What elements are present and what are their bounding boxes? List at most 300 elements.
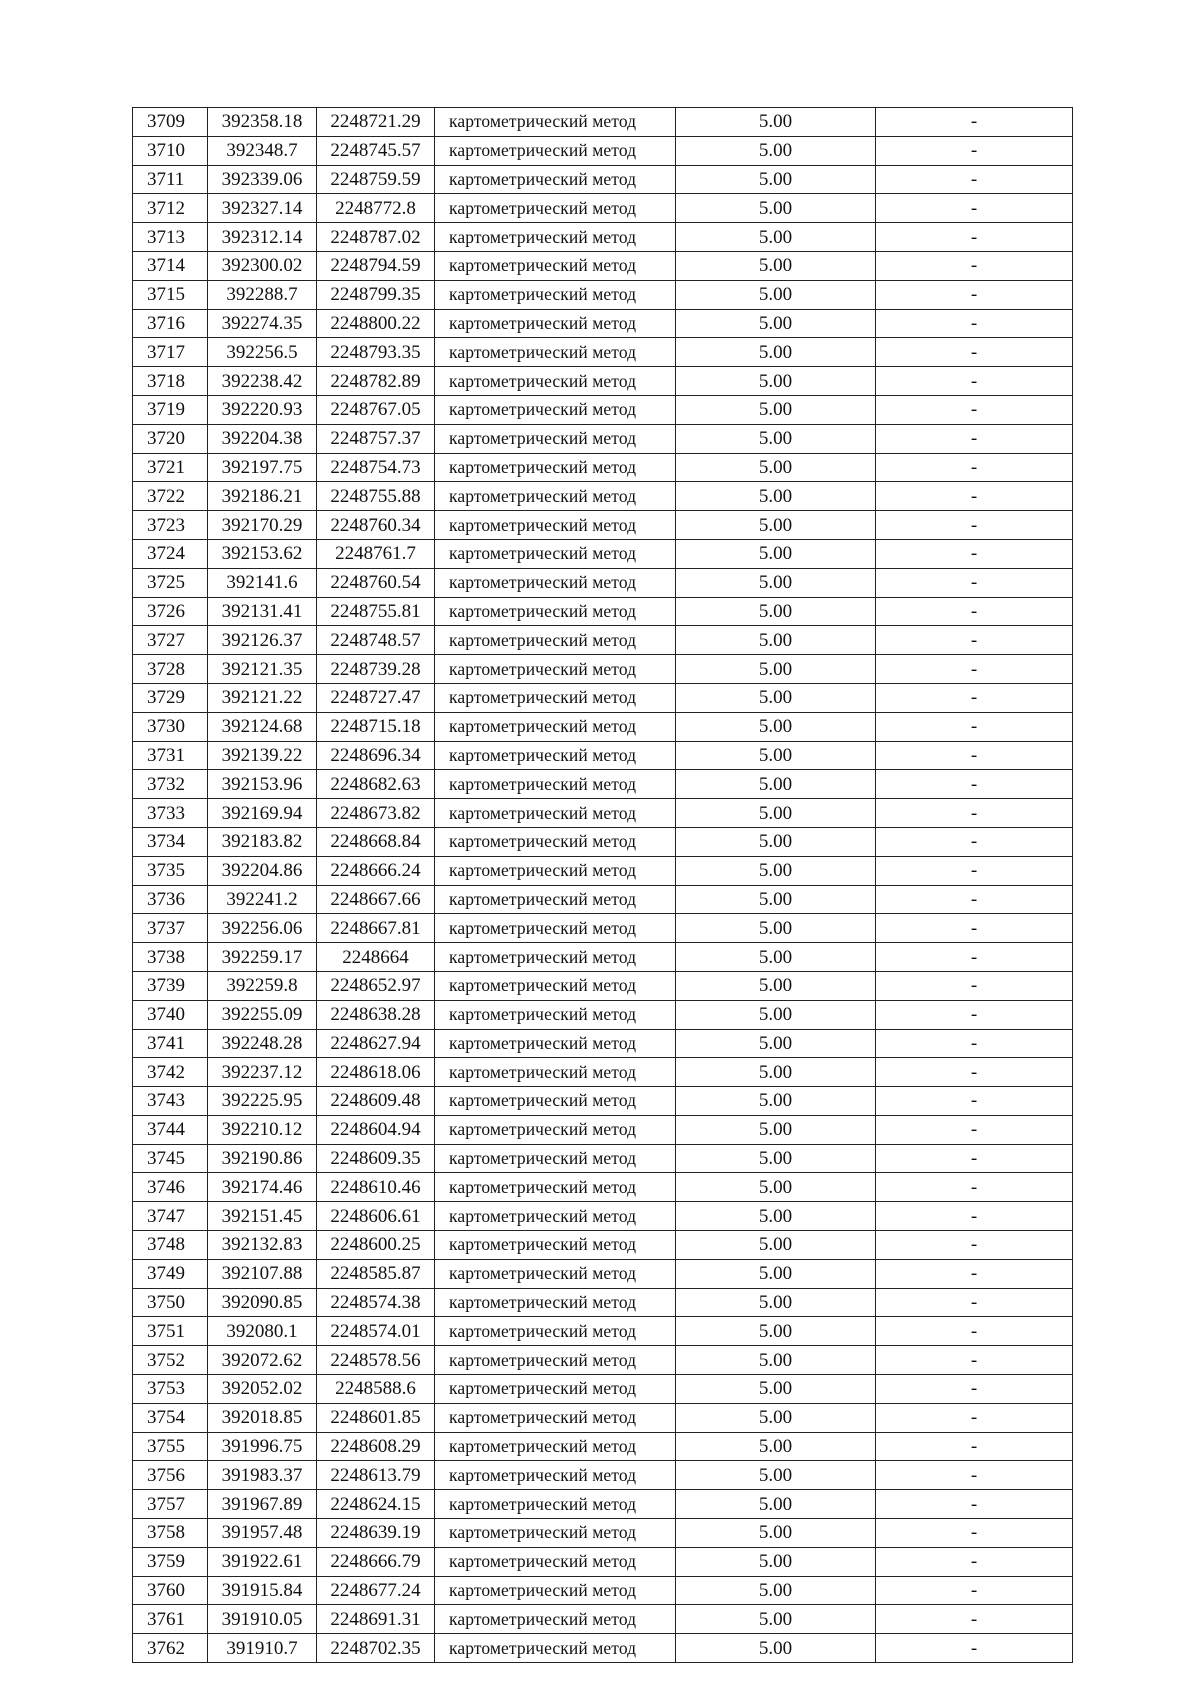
accuracy-cell: 5.00	[676, 108, 876, 137]
point-number-cell: 3748	[133, 1231, 208, 1260]
point-number-cell: 3757	[133, 1490, 208, 1519]
accuracy-cell: 5.00	[676, 1490, 876, 1519]
x-coordinate-cell: 391915.84	[208, 1576, 317, 1605]
x-coordinate-cell: 391983.37	[208, 1461, 317, 1490]
table-row	[133, 1144, 1073, 1173]
point-number-cell: 3759	[133, 1547, 208, 1576]
table-row	[133, 799, 1073, 828]
method-cell: картометрический метод	[435, 799, 676, 828]
accuracy-cell: 5.00	[676, 251, 876, 280]
point-number-cell: 3716	[133, 309, 208, 338]
x-coordinate-cell: 392080.1	[208, 1317, 317, 1346]
x-coordinate-cell: 392237.12	[208, 1058, 317, 1087]
accuracy-cell: 5.00	[676, 1346, 876, 1375]
description-cell: -	[876, 223, 1073, 252]
y-coordinate-cell: 2248613.79	[317, 1461, 435, 1490]
method-cell: картометрический метод	[435, 626, 676, 655]
method-cell: картометрический метод	[435, 597, 676, 626]
y-coordinate-cell: 2248702.35	[317, 1634, 435, 1663]
accuracy-cell: 5.00	[676, 1547, 876, 1576]
description-cell: -	[876, 827, 1073, 856]
method-cell: картометрический метод	[435, 1576, 676, 1605]
table-row	[133, 683, 1073, 712]
y-coordinate-cell: 2248691.31	[317, 1605, 435, 1634]
y-coordinate-cell: 2248721.29	[317, 108, 435, 137]
point-number-cell: 3730	[133, 712, 208, 741]
table-row	[133, 1634, 1073, 1663]
method-cell: картометрический метод	[435, 1202, 676, 1231]
accuracy-cell: 5.00	[676, 1605, 876, 1634]
x-coordinate-cell: 392225.95	[208, 1087, 317, 1116]
x-coordinate-cell: 392197.75	[208, 453, 317, 482]
method-cell: картометрический метод	[435, 165, 676, 194]
description-cell: -	[876, 914, 1073, 943]
description-cell: -	[876, 1519, 1073, 1548]
x-coordinate-cell: 392121.35	[208, 655, 317, 684]
y-coordinate-cell: 2248666.24	[317, 856, 435, 885]
accuracy-cell: 5.00	[676, 194, 876, 223]
point-number-cell: 3712	[133, 194, 208, 223]
method-cell: картометрический метод	[435, 741, 676, 770]
description-cell: -	[876, 1634, 1073, 1663]
accuracy-cell: 5.00	[676, 885, 876, 914]
x-coordinate-cell: 392259.17	[208, 943, 317, 972]
method-cell: картометрический метод	[435, 280, 676, 309]
x-coordinate-cell: 391910.7	[208, 1634, 317, 1663]
point-number-cell: 3746	[133, 1173, 208, 1202]
description-cell: -	[876, 511, 1073, 540]
x-coordinate-cell: 392248.28	[208, 1029, 317, 1058]
y-coordinate-cell: 2248667.81	[317, 914, 435, 943]
method-cell: картометрический метод	[435, 1605, 676, 1634]
point-number-cell: 3749	[133, 1259, 208, 1288]
x-coordinate-cell: 392300.02	[208, 251, 317, 280]
point-number-cell: 3714	[133, 251, 208, 280]
accuracy-cell: 5.00	[676, 770, 876, 799]
table-row	[133, 1173, 1073, 1202]
x-coordinate-cell: 392124.68	[208, 712, 317, 741]
x-coordinate-cell: 392339.06	[208, 165, 317, 194]
table-row	[133, 1087, 1073, 1116]
description-cell: -	[876, 1346, 1073, 1375]
method-cell: картометрический метод	[435, 1346, 676, 1375]
point-number-cell: 3753	[133, 1375, 208, 1404]
accuracy-cell: 5.00	[676, 309, 876, 338]
accuracy-cell: 5.00	[676, 223, 876, 252]
x-coordinate-cell: 391910.05	[208, 1605, 317, 1634]
table-row	[133, 741, 1073, 770]
table-row	[133, 338, 1073, 367]
point-number-cell: 3731	[133, 741, 208, 770]
table-row	[133, 655, 1073, 684]
point-number-cell: 3761	[133, 1605, 208, 1634]
description-cell: -	[876, 1087, 1073, 1116]
accuracy-cell: 5.00	[676, 683, 876, 712]
table-row	[133, 1576, 1073, 1605]
method-cell: картометрический метод	[435, 1058, 676, 1087]
point-number-cell: 3713	[133, 223, 208, 252]
method-cell: картометрический метод	[435, 194, 676, 223]
point-number-cell: 3754	[133, 1403, 208, 1432]
description-cell: -	[876, 1547, 1073, 1576]
accuracy-cell: 5.00	[676, 367, 876, 396]
accuracy-cell: 5.00	[676, 943, 876, 972]
x-coordinate-cell: 392288.7	[208, 280, 317, 309]
table-row	[133, 1288, 1073, 1317]
accuracy-cell: 5.00	[676, 1058, 876, 1087]
accuracy-cell: 5.00	[676, 1231, 876, 1260]
description-cell: -	[876, 367, 1073, 396]
x-coordinate-cell: 392348.7	[208, 136, 317, 165]
table-row	[133, 251, 1073, 280]
method-cell: картометрический метод	[435, 1519, 676, 1548]
method-cell: картометрический метод	[435, 827, 676, 856]
y-coordinate-cell: 2248682.63	[317, 770, 435, 799]
method-cell: картометрический метод	[435, 539, 676, 568]
point-number-cell: 3742	[133, 1058, 208, 1087]
point-number-cell: 3741	[133, 1029, 208, 1058]
point-number-cell: 3762	[133, 1634, 208, 1663]
point-number-cell: 3737	[133, 914, 208, 943]
method-cell: картометрический метод	[435, 1375, 676, 1404]
description-cell: -	[876, 1317, 1073, 1346]
description-cell: -	[876, 885, 1073, 914]
y-coordinate-cell: 2248609.35	[317, 1144, 435, 1173]
point-number-cell: 3709	[133, 108, 208, 137]
x-coordinate-cell: 392312.14	[208, 223, 317, 252]
point-number-cell: 3724	[133, 539, 208, 568]
point-number-cell: 3755	[133, 1432, 208, 1461]
description-cell: -	[876, 856, 1073, 885]
accuracy-cell: 5.00	[676, 136, 876, 165]
description-cell: -	[876, 1490, 1073, 1519]
table-row	[133, 482, 1073, 511]
y-coordinate-cell: 2248652.97	[317, 971, 435, 1000]
accuracy-cell: 5.00	[676, 338, 876, 367]
method-cell: картометрический метод	[435, 914, 676, 943]
accuracy-cell: 5.00	[676, 1087, 876, 1116]
accuracy-cell: 5.00	[676, 1519, 876, 1548]
x-coordinate-cell: 392255.09	[208, 1000, 317, 1029]
y-coordinate-cell: 2248782.89	[317, 367, 435, 396]
method-cell: картометрический метод	[435, 1547, 676, 1576]
table-row	[133, 1058, 1073, 1087]
x-coordinate-cell: 392153.62	[208, 539, 317, 568]
y-coordinate-cell: 2248767.05	[317, 395, 435, 424]
table-row	[133, 165, 1073, 194]
method-cell: картометрический метод	[435, 1490, 676, 1519]
y-coordinate-cell: 2248787.02	[317, 223, 435, 252]
method-cell: картометрический метод	[435, 655, 676, 684]
y-coordinate-cell: 2248715.18	[317, 712, 435, 741]
method-cell: картометрический метод	[435, 1144, 676, 1173]
y-coordinate-cell: 2248600.25	[317, 1231, 435, 1260]
point-number-cell: 3732	[133, 770, 208, 799]
accuracy-cell: 5.00	[676, 1403, 876, 1432]
description-cell: -	[876, 683, 1073, 712]
description-cell: -	[876, 136, 1073, 165]
y-coordinate-cell: 2248638.28	[317, 1000, 435, 1029]
description-cell: -	[876, 395, 1073, 424]
point-number-cell: 3726	[133, 597, 208, 626]
x-coordinate-cell: 392256.06	[208, 914, 317, 943]
y-coordinate-cell: 2248761.7	[317, 539, 435, 568]
table-row	[133, 1490, 1073, 1519]
table-row	[133, 1115, 1073, 1144]
table-row	[133, 511, 1073, 540]
x-coordinate-cell: 392139.22	[208, 741, 317, 770]
method-cell: картометрический метод	[435, 856, 676, 885]
accuracy-cell: 5.00	[676, 626, 876, 655]
table-row	[133, 194, 1073, 223]
accuracy-cell: 5.00	[676, 712, 876, 741]
method-cell: картометрический метод	[435, 511, 676, 540]
table-row	[133, 1461, 1073, 1490]
table-row	[133, 568, 1073, 597]
y-coordinate-cell: 2248748.57	[317, 626, 435, 655]
method-cell: картометрический метод	[435, 1029, 676, 1058]
accuracy-cell: 5.00	[676, 741, 876, 770]
y-coordinate-cell: 2248760.54	[317, 568, 435, 597]
method-cell: картометрический метод	[435, 770, 676, 799]
accuracy-cell: 5.00	[676, 165, 876, 194]
table-row	[133, 914, 1073, 943]
x-coordinate-cell: 392327.14	[208, 194, 317, 223]
table-row	[133, 223, 1073, 252]
description-cell: -	[876, 1605, 1073, 1634]
point-number-cell: 3729	[133, 683, 208, 712]
accuracy-cell: 5.00	[676, 1634, 876, 1663]
y-coordinate-cell: 2248624.15	[317, 1490, 435, 1519]
table-row	[133, 136, 1073, 165]
x-coordinate-cell: 392151.45	[208, 1202, 317, 1231]
method-cell: картометрический метод	[435, 712, 676, 741]
accuracy-cell: 5.00	[676, 453, 876, 482]
accuracy-cell: 5.00	[676, 280, 876, 309]
method-cell: картометрический метод	[435, 943, 676, 972]
method-cell: картометрический метод	[435, 424, 676, 453]
table-row	[133, 1375, 1073, 1404]
y-coordinate-cell: 2248677.24	[317, 1576, 435, 1605]
accuracy-cell: 5.00	[676, 856, 876, 885]
accuracy-cell: 5.00	[676, 1029, 876, 1058]
method-cell: картометрический метод	[435, 971, 676, 1000]
description-cell: -	[876, 655, 1073, 684]
method-cell: картометрический метод	[435, 482, 676, 511]
x-coordinate-cell: 392204.86	[208, 856, 317, 885]
y-coordinate-cell: 2248800.22	[317, 309, 435, 338]
y-coordinate-cell: 2248799.35	[317, 280, 435, 309]
description-cell: -	[876, 741, 1073, 770]
method-cell: картометрический метод	[435, 223, 676, 252]
x-coordinate-cell: 392186.21	[208, 482, 317, 511]
table-row	[133, 1547, 1073, 1576]
description-cell: -	[876, 309, 1073, 338]
point-number-cell: 3760	[133, 1576, 208, 1605]
method-cell: картометрический метод	[435, 683, 676, 712]
description-cell: -	[876, 251, 1073, 280]
x-coordinate-cell: 392274.35	[208, 309, 317, 338]
x-coordinate-cell: 392141.6	[208, 568, 317, 597]
table-row	[133, 1605, 1073, 1634]
method-cell: картометрический метод	[435, 108, 676, 137]
description-cell: -	[876, 1115, 1073, 1144]
point-number-cell: 3719	[133, 395, 208, 424]
point-number-cell: 3715	[133, 280, 208, 309]
y-coordinate-cell: 2248639.19	[317, 1519, 435, 1548]
method-cell: картометрический метод	[435, 1403, 676, 1432]
description-cell: -	[876, 1231, 1073, 1260]
table-row	[133, 395, 1073, 424]
point-number-cell: 3747	[133, 1202, 208, 1231]
table-row	[133, 712, 1073, 741]
x-coordinate-cell: 392210.12	[208, 1115, 317, 1144]
table-row	[133, 1346, 1073, 1375]
table-row	[133, 424, 1073, 453]
y-coordinate-cell: 2248574.38	[317, 1288, 435, 1317]
point-number-cell: 3743	[133, 1087, 208, 1116]
accuracy-cell: 5.00	[676, 424, 876, 453]
y-coordinate-cell: 2248757.37	[317, 424, 435, 453]
table-row	[133, 971, 1073, 1000]
accuracy-cell: 5.00	[676, 1375, 876, 1404]
x-coordinate-cell: 391957.48	[208, 1519, 317, 1548]
description-cell: -	[876, 1144, 1073, 1173]
x-coordinate-cell: 392121.22	[208, 683, 317, 712]
y-coordinate-cell: 2248608.29	[317, 1432, 435, 1461]
description-cell: -	[876, 1202, 1073, 1231]
y-coordinate-cell: 2248759.59	[317, 165, 435, 194]
description-cell: -	[876, 1576, 1073, 1605]
y-coordinate-cell: 2248609.48	[317, 1087, 435, 1116]
point-number-cell: 3736	[133, 885, 208, 914]
y-coordinate-cell: 2248668.84	[317, 827, 435, 856]
accuracy-cell: 5.00	[676, 1288, 876, 1317]
table-row	[133, 1403, 1073, 1432]
method-cell: картометрический метод	[435, 1173, 676, 1202]
x-coordinate-cell: 392190.86	[208, 1144, 317, 1173]
point-number-cell: 3750	[133, 1288, 208, 1317]
table-row	[133, 453, 1073, 482]
method-cell: картометрический метод	[435, 1087, 676, 1116]
description-cell: -	[876, 1461, 1073, 1490]
coordinates-table-body	[133, 108, 1073, 1663]
description-cell: -	[876, 1375, 1073, 1404]
accuracy-cell: 5.00	[676, 1259, 876, 1288]
y-coordinate-cell: 2248745.57	[317, 136, 435, 165]
x-coordinate-cell: 392131.41	[208, 597, 317, 626]
method-cell: картометрический метод	[435, 136, 676, 165]
x-coordinate-cell: 392183.82	[208, 827, 317, 856]
description-cell: -	[876, 597, 1073, 626]
description-cell: -	[876, 568, 1073, 597]
table-row	[133, 367, 1073, 396]
point-number-cell: 3735	[133, 856, 208, 885]
y-coordinate-cell: 2248627.94	[317, 1029, 435, 1058]
description-cell: -	[876, 453, 1073, 482]
point-number-cell: 3752	[133, 1346, 208, 1375]
y-coordinate-cell: 2248667.66	[317, 885, 435, 914]
method-cell: картометрический метод	[435, 1259, 676, 1288]
point-number-cell: 3718	[133, 367, 208, 396]
accuracy-cell: 5.00	[676, 1576, 876, 1605]
y-coordinate-cell: 2248754.73	[317, 453, 435, 482]
point-number-cell: 3758	[133, 1519, 208, 1548]
y-coordinate-cell: 2248760.34	[317, 511, 435, 540]
y-coordinate-cell: 2248610.46	[317, 1173, 435, 1202]
description-cell: -	[876, 482, 1073, 511]
y-coordinate-cell: 2248739.28	[317, 655, 435, 684]
accuracy-cell: 5.00	[676, 1144, 876, 1173]
point-number-cell: 3738	[133, 943, 208, 972]
y-coordinate-cell: 2248606.61	[317, 1202, 435, 1231]
accuracy-cell: 5.00	[676, 395, 876, 424]
method-cell: картометрический метод	[435, 568, 676, 597]
accuracy-cell: 5.00	[676, 1115, 876, 1144]
x-coordinate-cell: 392259.8	[208, 971, 317, 1000]
y-coordinate-cell: 2248666.79	[317, 1547, 435, 1576]
description-cell: -	[876, 108, 1073, 137]
point-number-cell: 3723	[133, 511, 208, 540]
table-row	[133, 539, 1073, 568]
description-cell: -	[876, 971, 1073, 1000]
description-cell: -	[876, 1058, 1073, 1087]
accuracy-cell: 5.00	[676, 539, 876, 568]
table-row	[133, 1432, 1073, 1461]
table-row	[133, 943, 1073, 972]
point-number-cell: 3751	[133, 1317, 208, 1346]
table-row	[133, 597, 1073, 626]
table-row	[133, 108, 1073, 137]
method-cell: картометрический метод	[435, 453, 676, 482]
table-row	[133, 1202, 1073, 1231]
point-number-cell: 3711	[133, 165, 208, 194]
method-cell: картометрический метод	[435, 338, 676, 367]
point-number-cell: 3710	[133, 136, 208, 165]
accuracy-cell: 5.00	[676, 1432, 876, 1461]
x-coordinate-cell: 392052.02	[208, 1375, 317, 1404]
method-cell: картометрический метод	[435, 1432, 676, 1461]
accuracy-cell: 5.00	[676, 1317, 876, 1346]
point-number-cell: 3734	[133, 827, 208, 856]
point-number-cell: 3725	[133, 568, 208, 597]
method-cell: картометрический метод	[435, 1231, 676, 1260]
y-coordinate-cell: 2248755.81	[317, 597, 435, 626]
description-cell: -	[876, 626, 1073, 655]
x-coordinate-cell: 392241.2	[208, 885, 317, 914]
accuracy-cell: 5.00	[676, 655, 876, 684]
method-cell: картометрический метод	[435, 251, 676, 280]
table-row	[133, 1519, 1073, 1548]
accuracy-cell: 5.00	[676, 799, 876, 828]
table-row	[133, 1259, 1073, 1288]
y-coordinate-cell: 2248618.06	[317, 1058, 435, 1087]
description-cell: -	[876, 1029, 1073, 1058]
point-number-cell: 3727	[133, 626, 208, 655]
y-coordinate-cell: 2248578.56	[317, 1346, 435, 1375]
x-coordinate-cell: 392107.88	[208, 1259, 317, 1288]
method-cell: картометрический метод	[435, 1000, 676, 1029]
accuracy-cell: 5.00	[676, 568, 876, 597]
method-cell: картометрический метод	[435, 1461, 676, 1490]
y-coordinate-cell: 2248673.82	[317, 799, 435, 828]
point-number-cell: 3739	[133, 971, 208, 1000]
method-cell: картометрический метод	[435, 1317, 676, 1346]
x-coordinate-cell: 392220.93	[208, 395, 317, 424]
y-coordinate-cell: 2248793.35	[317, 338, 435, 367]
table-row	[133, 309, 1073, 338]
y-coordinate-cell: 2248601.85	[317, 1403, 435, 1432]
